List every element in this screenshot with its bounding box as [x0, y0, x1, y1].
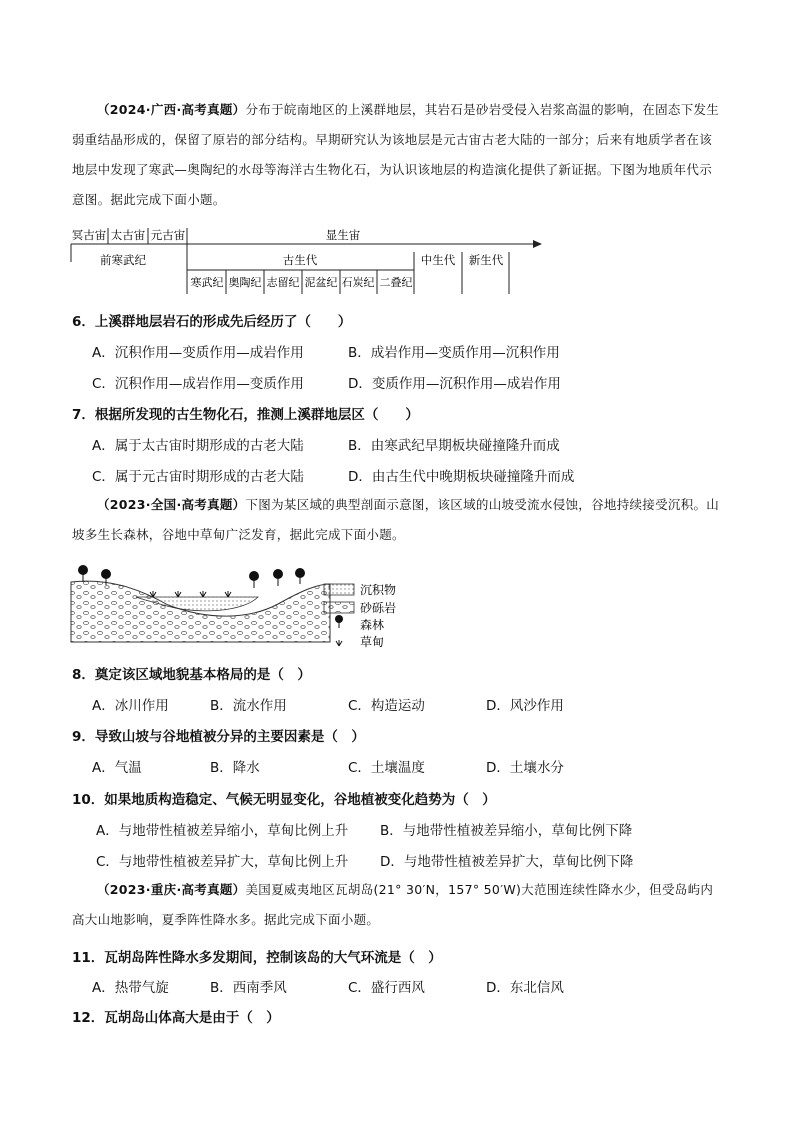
source-tag: （2023·重庆·高考真题）	[97, 882, 246, 897]
q10-option-c[interactable]: C．与地带性植被差异扩大，草甸比例上升	[96, 854, 349, 870]
mesozoic-label: 中生代	[420, 253, 456, 267]
question-12: 12．瓦胡岛山体高大是由于（ ）	[72, 1010, 280, 1026]
paleozoic-label: 古生代	[282, 253, 318, 267]
q11-option-a[interactable]: A．热带气旋	[92, 980, 169, 996]
legend-forest-label: 森林	[360, 618, 385, 632]
q11-option-d[interactable]: D．东北信风	[486, 980, 564, 996]
legend-sediment-label: 沉积物	[360, 583, 397, 597]
question-8: 8．奠定该区域地貌基本格局的是（ ）	[72, 667, 311, 683]
precambrian-label: 前寒武纪	[100, 253, 146, 267]
eon-phanerozoic: 显生宙	[325, 228, 361, 242]
q9-option-c[interactable]: C．土壤温度	[348, 760, 425, 776]
geologic-timeline-figure	[68, 222, 548, 298]
eon-hadean: 冥古宙	[71, 228, 107, 242]
q11-option-b[interactable]: B．西南季风	[210, 980, 287, 996]
q7-option-a[interactable]: A．属于太古宙时期形成的古老大陆	[92, 438, 304, 454]
intro-text: 美国夏威夷地区瓦胡岛(21° 30′N，157° 50′W)大范围连续性降水少，但受岛屿内高大山地影响，夏季阵性降水多。据此完成下面小题。	[72, 882, 714, 927]
question-9: 9．导致山坡与谷地植被分异的主要因素是（ ）	[72, 729, 365, 745]
intro-paragraph-3	[72, 875, 722, 935]
q7-option-b[interactable]: B．由寒武纪早期板块碰撞隆升而成	[348, 438, 560, 454]
source-tag: （2024·广西·高考真题）	[97, 102, 246, 117]
question-6: 6．上溪群地层岩石的形成先后经历了（ ）	[72, 314, 352, 330]
q10-option-b[interactable]: B．与地带性植被差异缩小，草甸比例下降	[380, 823, 633, 839]
period-devonian: 泥盆纪	[304, 276, 338, 289]
q8-option-c[interactable]: C．构造运动	[348, 698, 425, 714]
q8-option-d[interactable]: D．风沙作用	[486, 698, 564, 714]
eon-archean: 太古宙	[110, 228, 146, 242]
cenozoic-label: 新生代	[468, 253, 504, 267]
q10-option-a[interactable]: A．与地带性植被差异缩小，草甸比例上升	[96, 823, 349, 839]
legend-gravel-label: 砂砾岩	[360, 601, 397, 615]
period-cambrian: 寒武纪	[190, 276, 224, 289]
q7-option-d[interactable]: D．由古生代中晚期板块碰撞隆升而成	[348, 469, 575, 485]
q6-option-b[interactable]: B．成岩作用—变质作用—沉积作用	[348, 345, 560, 361]
question-10: 10．如果地质构造稳定、气候无明显变化，谷地植被变化趋势为（ ）	[72, 792, 496, 808]
meadow-icon	[150, 591, 231, 597]
q6-option-c[interactable]: C．沉积作用—成岩作用—变质作用	[92, 376, 304, 392]
intro-paragraph-1	[72, 95, 722, 215]
legend-forest-icon	[335, 615, 343, 623]
question-7: 7．根据所发现的古生物化石，推测上溪群地层区（ ）	[72, 407, 419, 423]
eon-proterozoic: 元古宙	[150, 228, 186, 242]
q9-option-a[interactable]: A．气温	[92, 760, 142, 776]
q7-option-c[interactable]: C．属于元古宙时期形成的古老大陆	[92, 469, 304, 485]
q6-option-d[interactable]: D．变质作用—沉积作用—成岩作用	[348, 376, 561, 392]
source-tag: （2023·全国·高考真题）	[97, 497, 246, 512]
intro-text: 分布于皖南地区的上溪群地层，其岩石是砂岩受侵入岩浆高温的影响，在固态下发生弱重结晶形成的，保留了原岩的部分结构。早期研究认为该地层是元古宙古老大陆的一部分；后来有地质学者在该地层中发现了寒武—奥陶纪的水母等海洋古生物化石，为认识该地层的构造演化提供了新证据。下图为地质年代示意图。据此完成下面小题。	[72, 102, 720, 207]
q9-option-b[interactable]: B．降水	[210, 760, 260, 776]
q9-option-d[interactable]: D．土壤水分	[486, 760, 564, 776]
legend-sediment-swatch	[324, 584, 354, 595]
question-11: 11．瓦胡岛阵性降水多发期间，控制该岛的大气环流是（ ）	[72, 950, 442, 966]
period-ordovician: 奥陶纪	[228, 276, 262, 289]
q8-option-a[interactable]: A．冰川作用	[92, 698, 169, 714]
period-carboniferous: 石炭纪	[341, 276, 375, 289]
q10-option-d[interactable]: D．与地带性植被差异扩大，草甸比例下降	[380, 854, 634, 870]
valley-profile-figure	[68, 560, 418, 650]
intro-text: 下图为某区域的典型剖面示意图，该区域的山坡受流水侵蚀，谷地持续接受沉积。山坡多生长森林，谷地中草甸广泛发育，据此完成下面小题。	[72, 497, 720, 542]
q11-option-c[interactable]: C．盛行西风	[348, 980, 425, 996]
legend-meadow-icon	[336, 640, 342, 646]
q6-option-a[interactable]: A．沉积作用—变质作用—成岩作用	[92, 345, 304, 361]
q8-option-b[interactable]: B．流水作用	[210, 698, 287, 714]
period-permian: 二叠纪	[379, 276, 413, 289]
legend-meadow-label: 草甸	[360, 635, 385, 649]
intro-paragraph-2	[72, 490, 722, 550]
legend-gravel-swatch	[324, 602, 354, 613]
period-silurian: 志留纪	[266, 276, 300, 289]
